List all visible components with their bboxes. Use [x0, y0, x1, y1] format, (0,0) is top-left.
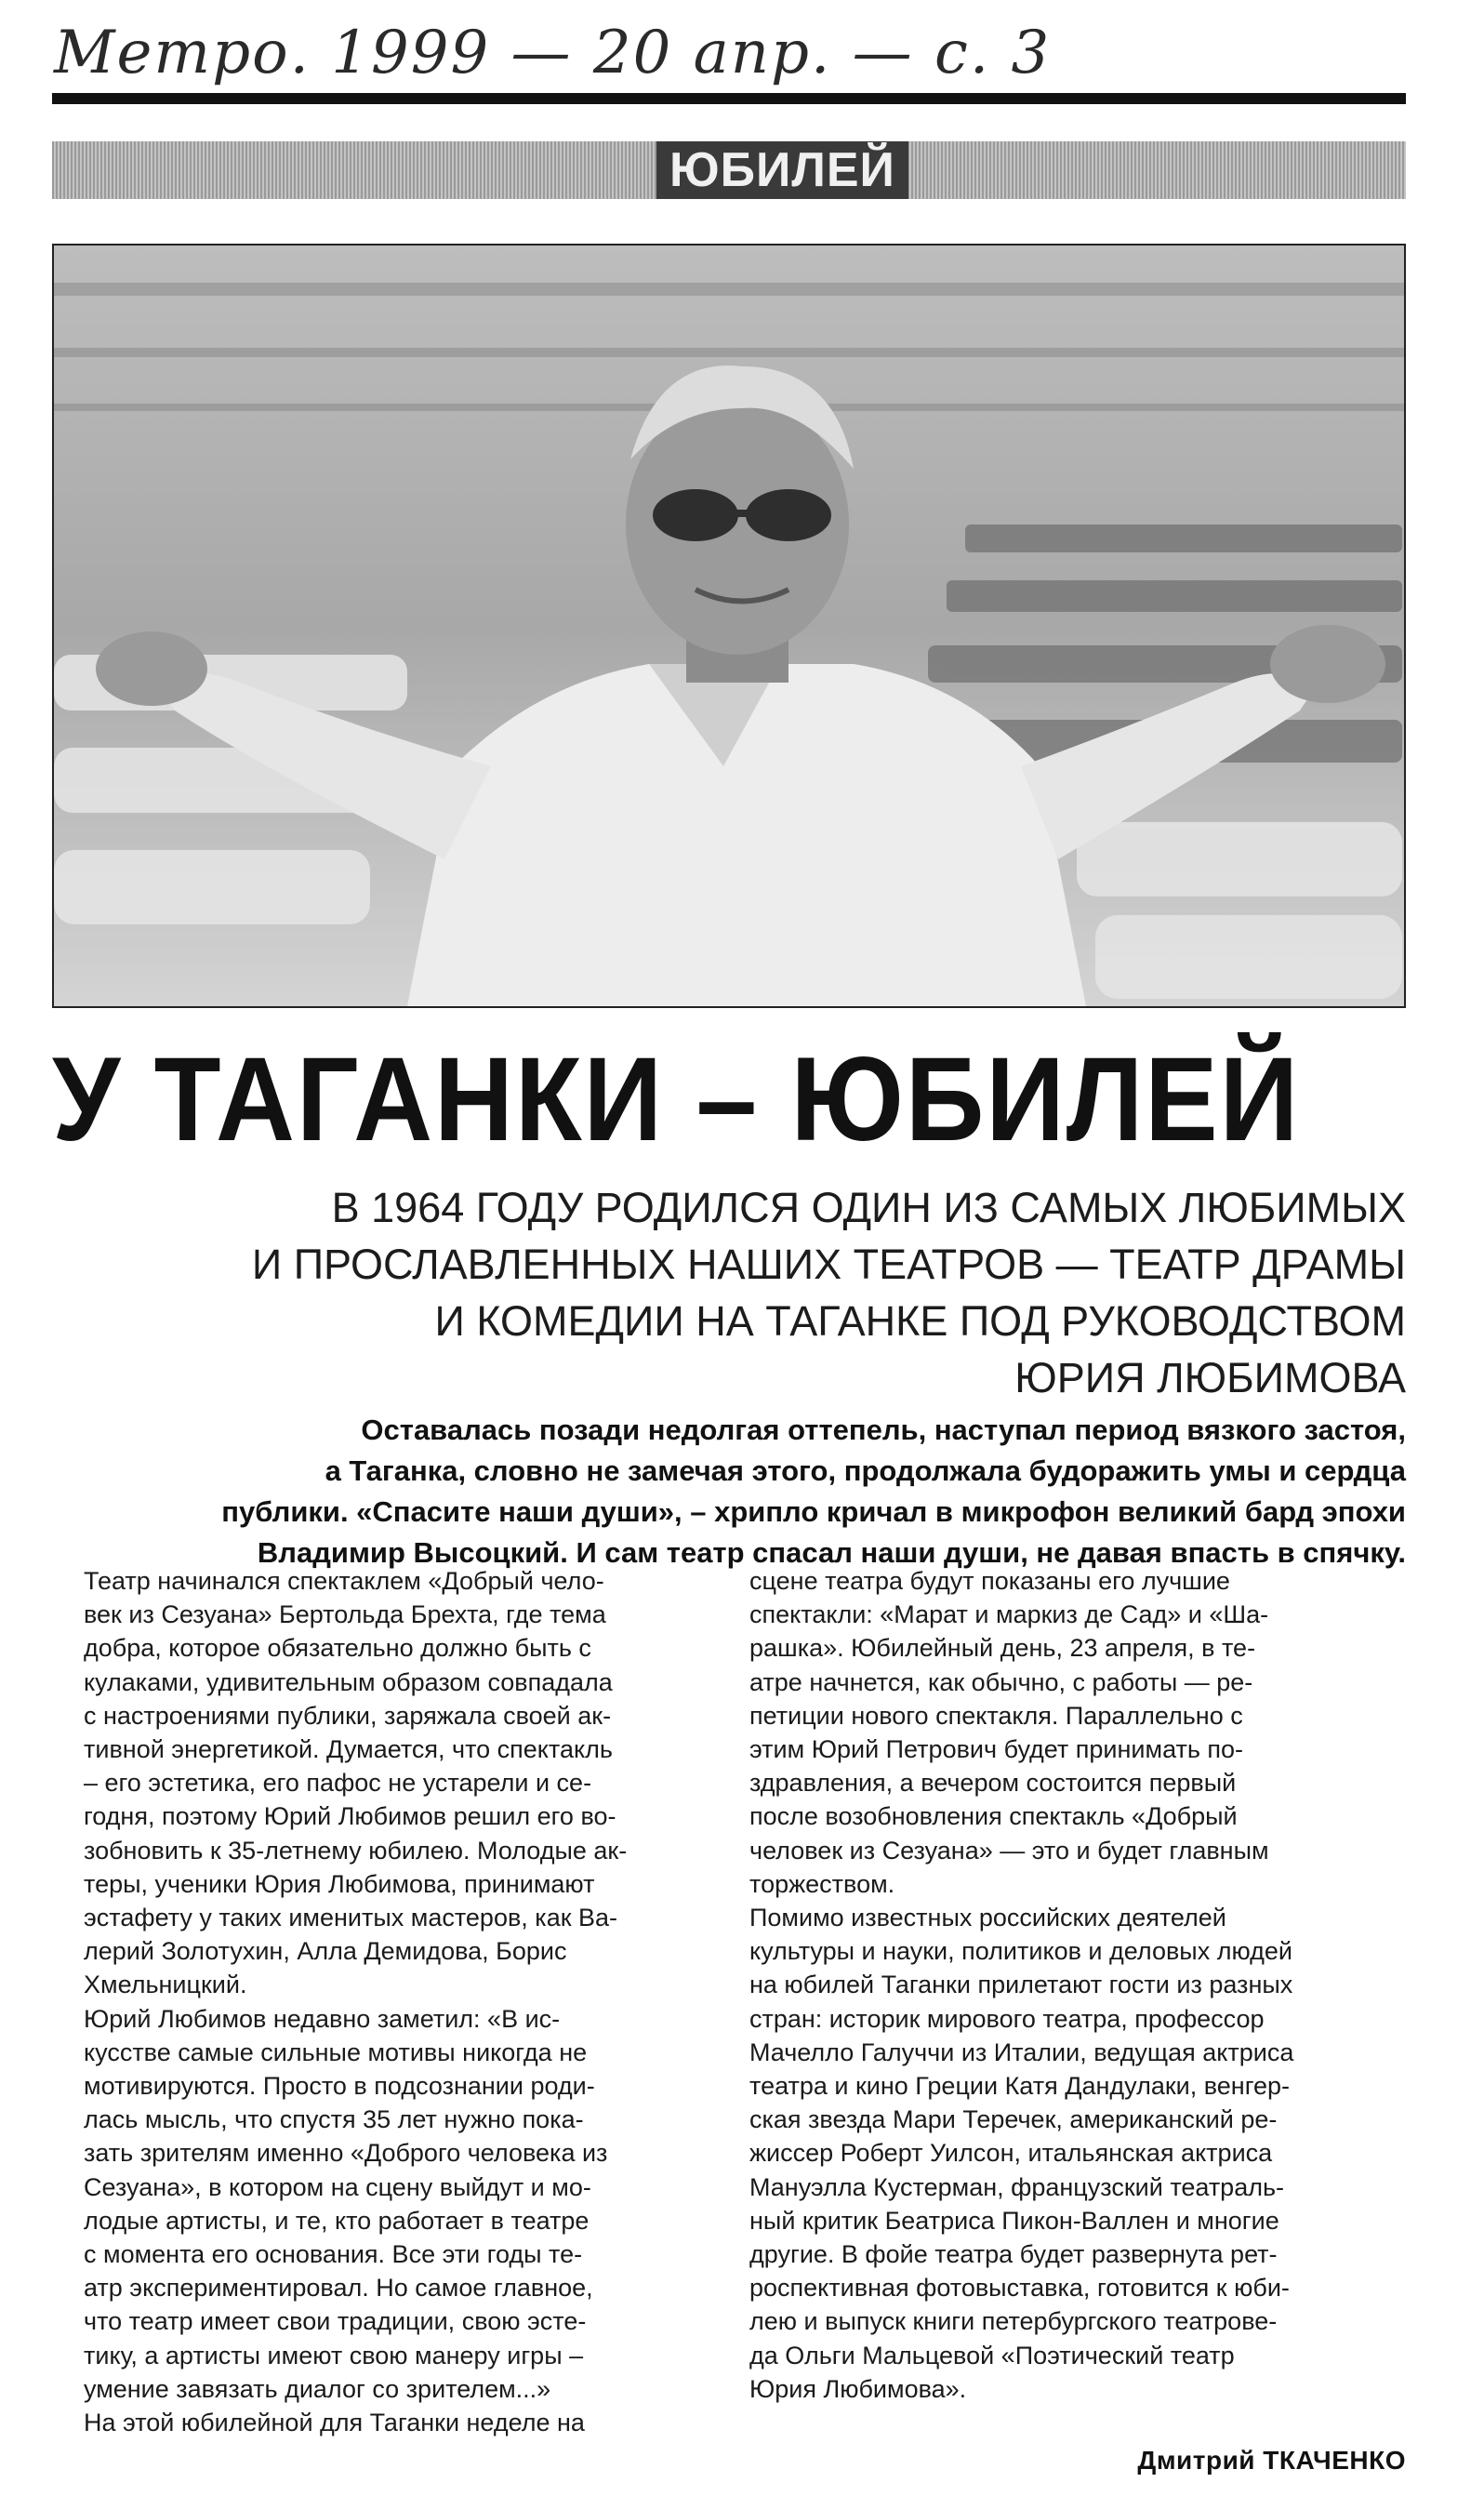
author-byline: Дмитрий ТКАЧЕНКО: [1137, 2446, 1406, 2475]
text-line: Юрий Любимов недавно заметил: «В ис-: [84, 2004, 561, 2033]
text-line: другие. В фойе театра будет развернута рет-: [749, 2240, 1278, 2269]
text-line: На этой юбилейной для Таганки неделе на: [84, 2409, 585, 2437]
text-line: теры, ученики Юрия Любимова, принимают: [84, 1869, 595, 1898]
text-line: лодые артисты, и те, кто работает в театре: [84, 2206, 590, 2235]
text-line: Помимо известных российских деятелей: [749, 1904, 1226, 1932]
subtitle: [158, 1179, 1406, 1406]
text-line: годня, поэтому Юрий Любимов решил его во-: [84, 1802, 616, 1831]
text-line: торжеством.: [749, 1869, 895, 1898]
text-line: Хмельницкий.: [84, 1971, 247, 1999]
rubric-label: ЮБИЛЕЙ: [656, 141, 908, 199]
text-line: роспективная фотовыставка, готовится к юби-: [749, 2274, 1290, 2303]
text-line: лерий Золотухин, Алла Демидова, Борис: [84, 1937, 567, 1966]
text-line: Мачелло Галуччи из Италии, ведущая актриса: [749, 2038, 1294, 2066]
article-column-right: [749, 1564, 1406, 2406]
text-line: ская звезда Мари Теречек, американский ре-: [749, 2105, 1278, 2134]
text-line: сцене театра будут показаны его лучшие: [749, 1567, 1230, 1595]
text-line: Сезуана», в котором на сцену выйдут и мо-: [84, 2172, 591, 2201]
lead-line: Оставалась позади недолгая оттепель, наступал период вязкого застоя,: [361, 1414, 1406, 1446]
lead-line: а Таганка, словно не замечая этого, продолжала будоражить умы и сердца: [325, 1454, 1406, 1487]
text-line: здравления, а вечером состоится первый: [749, 1769, 1237, 1798]
text-line: лась мысль, что спустя 35 лет нужно пока-: [84, 2105, 584, 2134]
text-line: этим Юрий Петрович будет принимать по-: [749, 1735, 1244, 1764]
top-rule: [52, 93, 1406, 104]
text-line: спектакли: «Марат и маркиз де Сад» и «Ша-: [749, 1600, 1269, 1629]
text-line: да Ольги Мальцевой «Поэтический театр: [749, 2341, 1235, 2370]
handwritten-note: Метро. 1999 — 20 апр. — с. 3: [54, 19, 1052, 87]
text-line: стран: историк мирового театра, профессор: [749, 2004, 1265, 2033]
text-line: Театр начинался спектаклем «Добрый чело-: [84, 1567, 604, 1595]
text-line: лею и выпуск книги петербургского театрове-: [749, 2307, 1278, 2336]
text-line: петиции нового спектакля. Параллельно с: [749, 1701, 1243, 1730]
text-line: зать зрителям именно «Доброго человека из: [84, 2139, 608, 2168]
text-line: атре начнется, как обычно, с работы — ре-: [749, 1667, 1253, 1696]
subtitle-line: В 1964 ГОДУ РОДИЛСЯ ОДИН ИЗ САМЫХ ЛЮБИМЫХ: [331, 1184, 1406, 1231]
text-line: атр экспериментировал. Но самое главное,: [84, 2274, 593, 2303]
text-line: зобновить к 35-летнему юбилею. Молодые ак-: [84, 1836, 628, 1865]
text-line: ный критик Беатриса Пикон-Валлен и многие: [749, 2206, 1279, 2235]
text-line: Юрия Любимова».: [749, 2374, 967, 2403]
photo-man-in-theatre-icon: [54, 246, 1404, 1006]
subtitle-line: И ПРОСЛАВЛЕННЫХ НАШИХ ТЕАТРОВ — ТЕАТР ДРАМЫ: [251, 1241, 1406, 1288]
text-line: человек из Сезуана» — это и будет главным: [749, 1836, 1269, 1865]
subtitle-line: И КОМЕДИИ НА ТАГАНКЕ ПОД РУКОВОДСТВОМ: [434, 1297, 1406, 1345]
text-line: тивной энергетикой. Думается, что спектакль: [84, 1735, 613, 1764]
lead-line: публики. «Спасите наши души», – хрипло кричал в микрофон великий бард эпохи: [221, 1495, 1406, 1528]
text-line: кулаками, удивительным образом совпадала: [84, 1667, 613, 1696]
text-line: после возобновления спектакль «Добрый: [749, 1802, 1238, 1831]
text-line: на юбилей Таганки прилетают гости из разных: [749, 1971, 1293, 1999]
text-line: – его эстетика, его пафос не устарели и се-: [84, 1769, 592, 1798]
subtitle-line: ЮРИЯ ЛЮБИМОВА: [1014, 1354, 1406, 1401]
text-line: что театр имеет свои традиции, свою эсте-: [84, 2307, 587, 2336]
text-line: век из Сезуана» Бертольда Брехта, где тема: [84, 1600, 606, 1629]
article-column-left: [84, 1564, 716, 2439]
text-line: театра и кино Греции Катя Дандулаки, венгер-: [749, 2072, 1291, 2101]
headline: У ТАГАНКИ – ЮБИЛЕЙ: [52, 1033, 1301, 1166]
text-line: мотивируются. Просто в подсознании роди-: [84, 2072, 595, 2101]
text-line: рашка». Юбилейный день, 23 апреля, в те-: [749, 1634, 1256, 1663]
text-line: Мануэлла Кустерман, французский театраль-: [749, 2172, 1285, 2201]
text-line: эстафету у таких именитых мастеров, как Ва-: [84, 1904, 618, 1932]
text-line: с момента его основания. Все эти годы те-: [84, 2240, 583, 2269]
text-line: с настроениями публики, заряжала своей ак-: [84, 1701, 612, 1730]
text-line: тику, а артисты имеют свою манеру игры –: [84, 2341, 584, 2370]
text-line: добра, которое обязательно должно быть с: [84, 1634, 591, 1663]
article-photo: [52, 244, 1406, 1008]
text-line: жиссер Роберт Уилсон, итальянская актриса: [749, 2139, 1273, 2168]
lead-paragraph: [84, 1410, 1406, 1573]
text-line: кусстве самые сильные мотивы никогда не: [84, 2038, 588, 2066]
rubric-bar: [52, 141, 1406, 199]
text-line: культуры и науки, политиков и деловых людей: [749, 1937, 1292, 1966]
text-line: умение завязать диалог со зрителем...»: [84, 2374, 551, 2403]
lead-line: Владимир Высоцкий. И сам театр спасал наши души, не давая впасть в спячку.: [257, 1536, 1406, 1569]
